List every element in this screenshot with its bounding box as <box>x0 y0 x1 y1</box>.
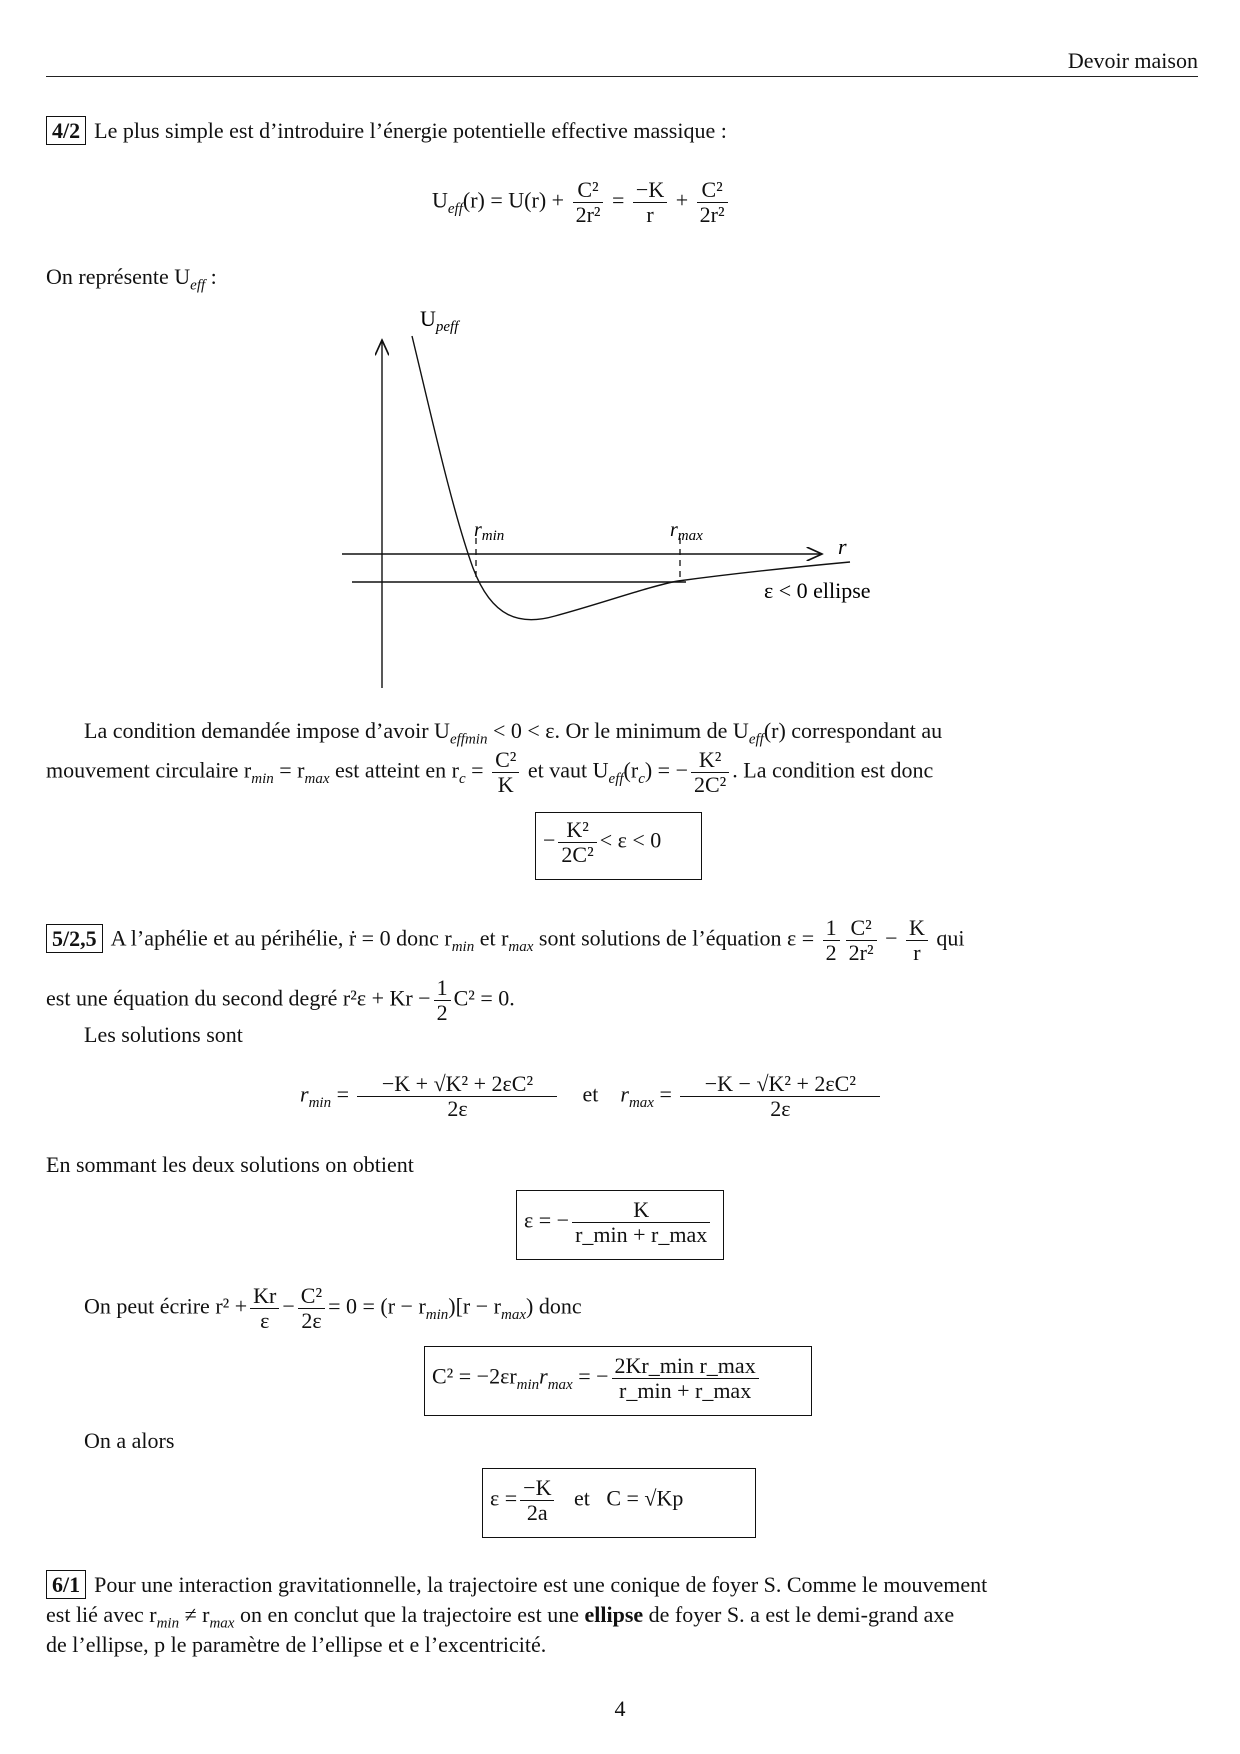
q61-line2: est lié avec $r_{min} \ne r_{max}$ on en conclut que la trajectoire est une ellipse de foyer S. a est le demi-grand axe <box>46 1602 955 1632</box>
q42-frac3: $\frac{\text{C²}}{\text{2r²}}$ <box>697 178 728 227</box>
q52-alors: On a alors <box>84 1428 175 1453</box>
y-axis-label: $U_{peff}$ <box>420 306 459 335</box>
q52-line1: 5/2,5 A l’aphélie et au périhélie, ṙ = 0 donc $r_{min}$ et $r_{max}$ sont solutions de l’équation ε = $\frac{1}{2}$ $\frac{\text{C²}}{\text{2r²}}$ − $\frac{K}{r}$ qui <box>46 916 1198 965</box>
q52-box2-eq: $C^2 = -2\varepsilon r_{min}r_{max}$ = − $\frac{\text{2Kr\_min r\_max}}{r\_\min + r\_\max}$ <box>432 1354 762 1403</box>
q42-represent: On représente $U_{eff}$ : <box>46 264 217 294</box>
cond-line2: mouvement circulaire $r_{min} = r_{max}$ est atteint en $r_c$ = $\frac{\text{C²}}{K}$ et vaut $U_{eff}(r_c)$ = − $\frac{\text{K²}}{\text{2C²}}$ . La condition est donc <box>46 747 934 797</box>
q52-sum-text: En sommant les deux solutions on obtient <box>46 1152 414 1177</box>
rmin-label: $r_{min}$ <box>474 519 505 544</box>
q42-text: Le plus simple est d’introduire l’énergie potentielle effective massique : <box>94 118 727 143</box>
q42-equation: $U_{eff}(r) = U(r)$ + $\frac{\text{C²}}{\text{2r²}}$ = $\frac{-K}{r}$ + $\frac{\text{C²}}{\text{2r²}}$ <box>432 178 731 227</box>
q52-line2: est une équation du second degré r²ε + Kr − $\frac{1}{2}$ C² = 0. <box>46 975 515 1025</box>
q42-line <box>46 116 727 145</box>
cond-line1: La condition demandée impose d’avoir $U_{effmin} < 0 < \varepsilon$. Or le minimum de $U_{eff}(r)$ correspondant au <box>84 718 943 748</box>
q42-label: 4/2 <box>46 116 86 145</box>
q52-write-line: On peut écrire r² + $\frac{Kr}{\varepsilon}$ − $\frac{\text{C²}}{2\varepsilon}$ = $0 = (r - r_{min})[r - r_{max})$ donc <box>84 1283 582 1333</box>
q52-box1-eq: ε = − $\frac{K}{r\_\min + r\_\max}$ <box>524 1198 713 1247</box>
energy-label: ε < 0 ellipse <box>764 578 871 603</box>
q42-frac2: $\frac{-K}{r}$ <box>633 178 667 227</box>
cond-result: − $\frac{\text{K²}}{\text{2C²}}$ < ε < 0 <box>543 817 662 867</box>
q52-box3-eq: ε = $\frac{-K}{2a}$ et C = √Kp <box>490 1475 684 1525</box>
q52-label: 5/2,5 <box>46 924 103 953</box>
rmax-label: $r_{max}$ <box>670 519 703 544</box>
potential-graph <box>330 300 930 700</box>
q52-solutions-eq: $r_{min}$ = $\frac{\text{−K + √K² + 2εC²}}{2\varepsilon}$ et $r_{max}$ = $\frac{\text{−K − √K² + 2εC²}}{2\varepsilon}$ <box>300 1072 883 1121</box>
q61-line1: 6/1 Pour une interaction gravitationnelle, la trajectoire est une conique de foyer S. Comme le mouvement <box>46 1570 987 1599</box>
header-rule <box>46 76 1198 77</box>
page-number: 4 <box>614 1696 626 1721</box>
q61-label: 6/1 <box>46 1570 86 1599</box>
q52-solutions-text: Les solutions sont <box>84 1022 243 1047</box>
header-title: Devoir maison <box>1067 48 1198 73</box>
q42-frac1: $\frac{\text{C²}}{\text{2r²}}$ <box>573 178 604 227</box>
x-axis-label: r <box>838 534 847 559</box>
q61-line3: de l’ellipse, p le paramètre de l’ellipse et e l’excentricité. <box>46 1632 547 1657</box>
